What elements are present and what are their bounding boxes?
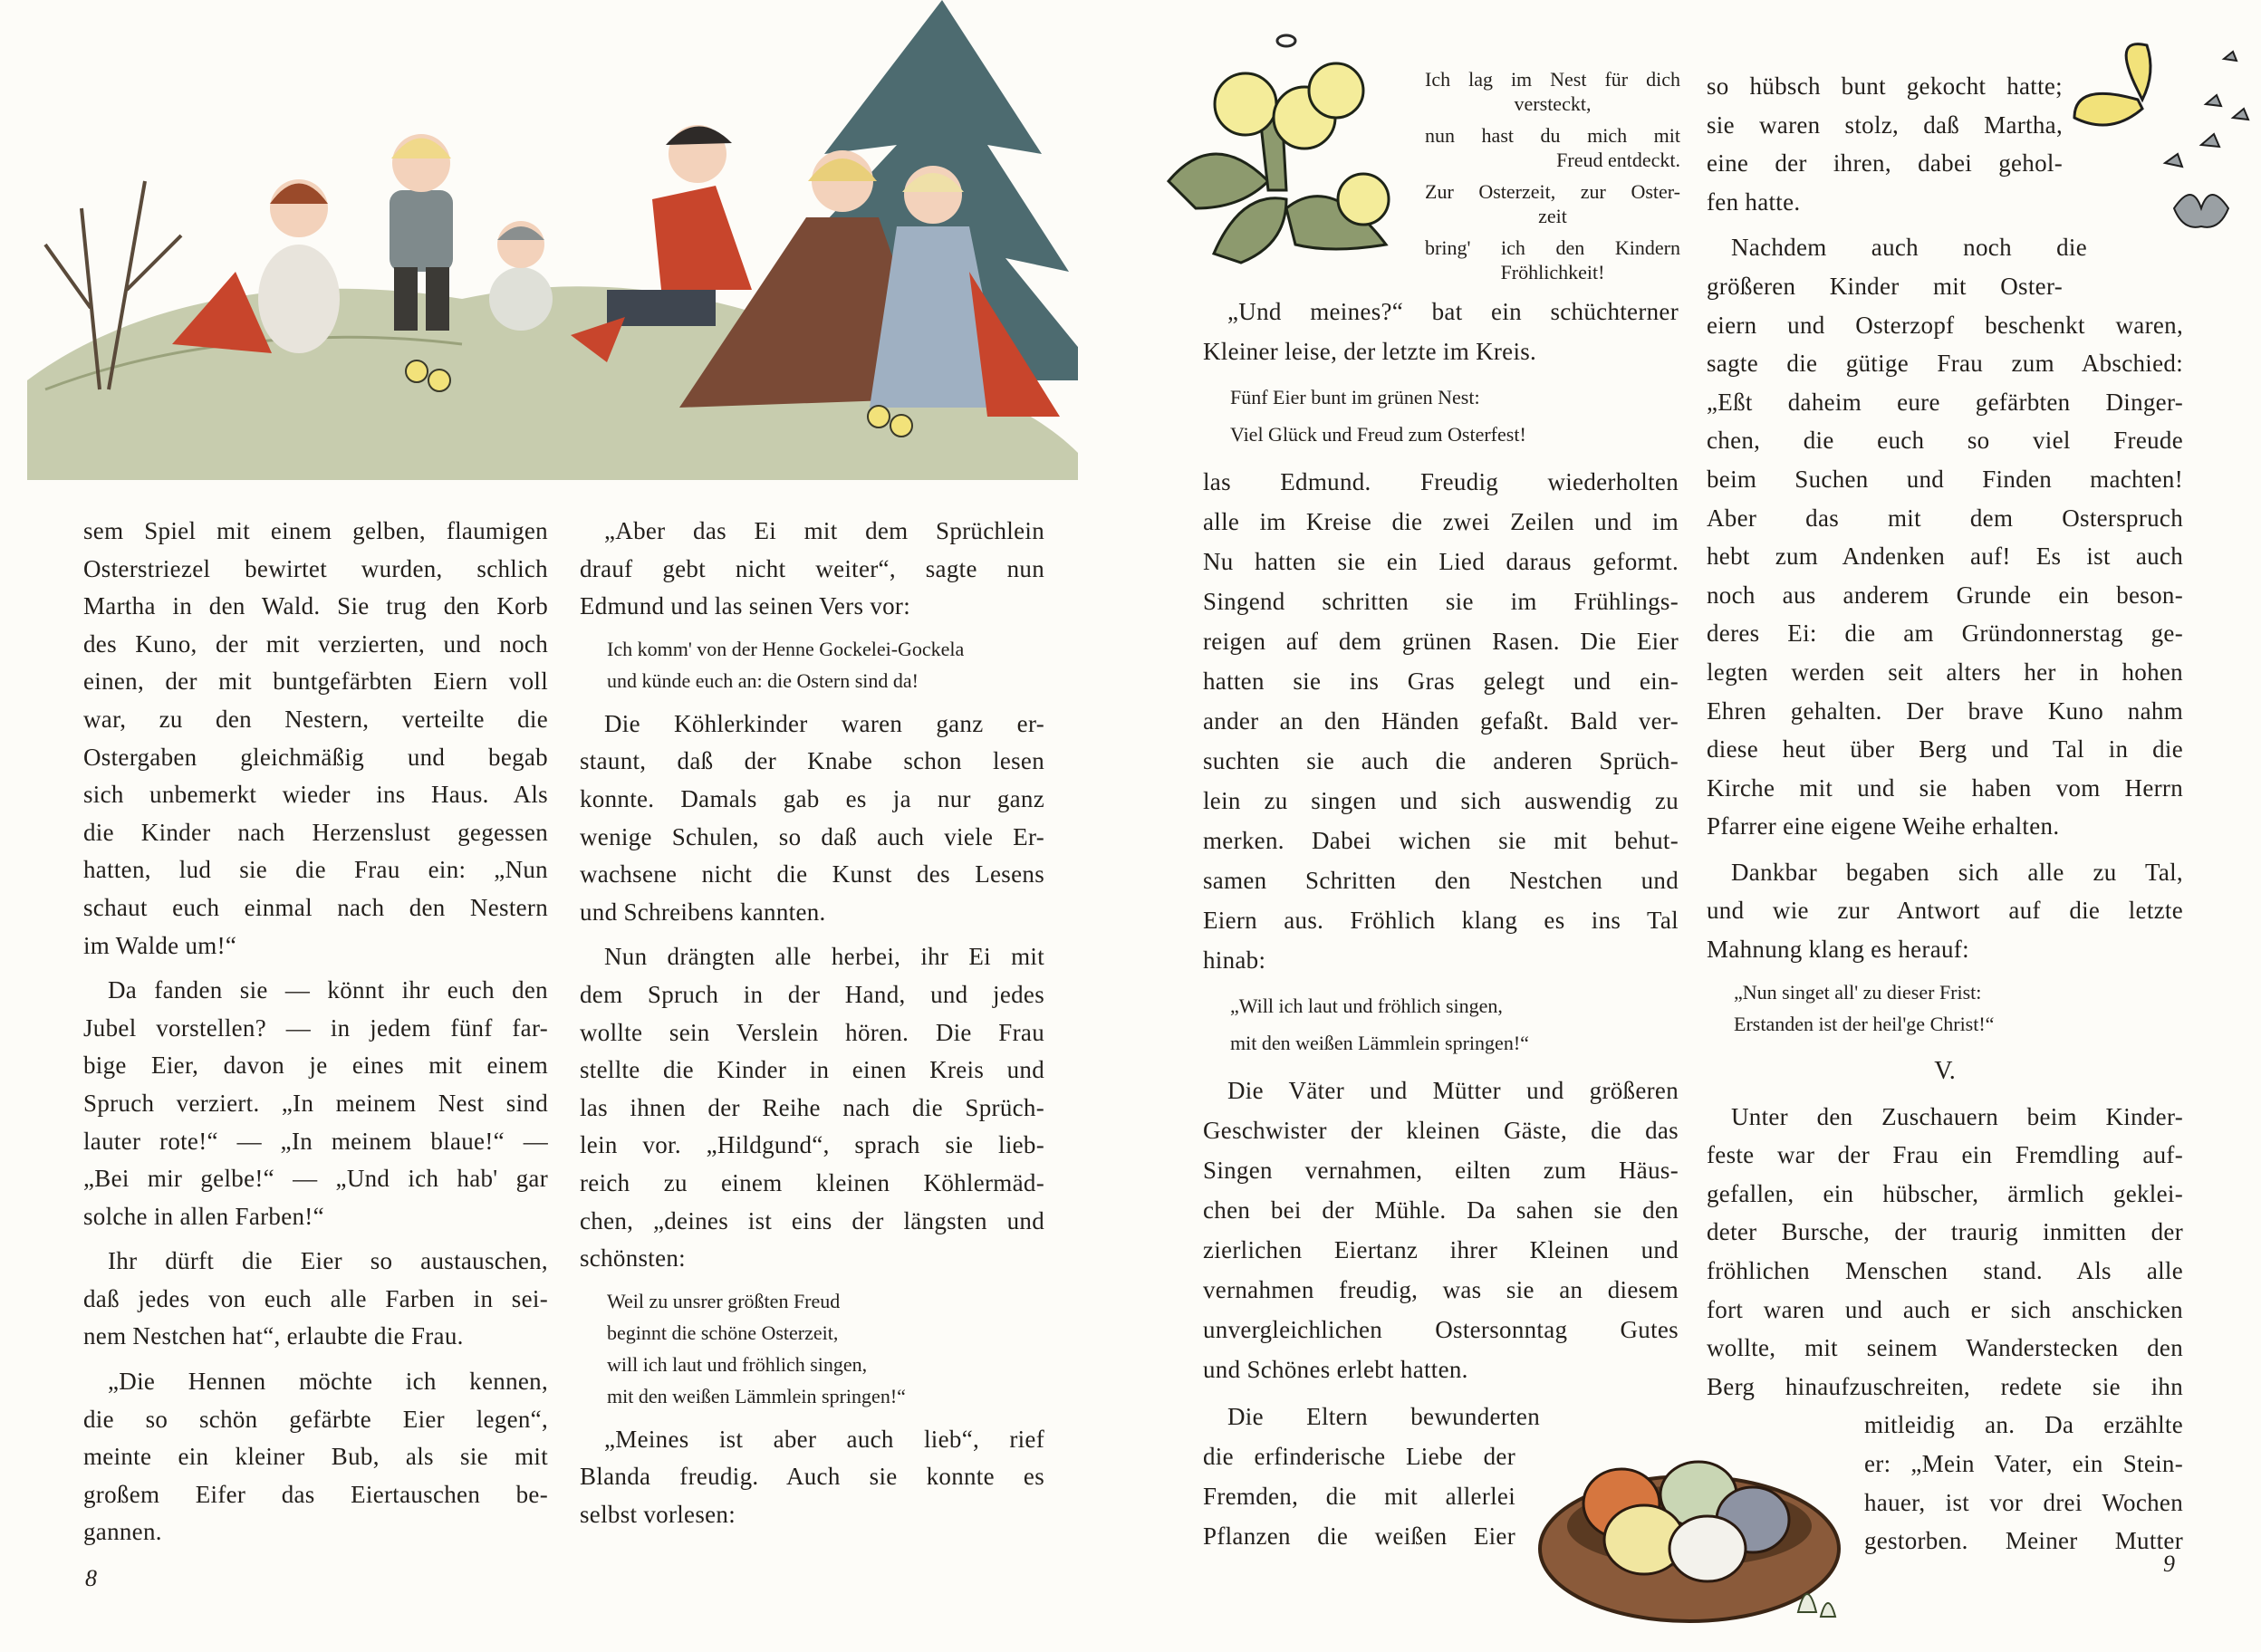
paragraph [580,938,1044,1277]
text-line: Nu hatten sie ein Lied daraus geformt. [1203,548,1679,575]
paragraph [1707,67,2183,221]
text-line: und Schönes erlebt hatten. [1203,1356,1468,1383]
text-line: merken. Dabei wichen sie mit behut- [1203,827,1679,854]
paragraph [1203,1071,1679,1389]
text-line: sagte die gütige Frau zum Abschied: [1707,350,2183,378]
poem-line: Ich lag im Nest für dich [1425,68,1680,91]
text-line: und Schreibens kannten. [580,898,826,926]
text-line: solche in allen Farben!“ [83,1202,324,1230]
text-line: lein zu singen und sich auswendig zu [1203,787,1679,814]
verse-line: „Will ich laut und fröhlich singen, [1230,994,1503,1017]
verse [1230,379,1679,453]
text-line: noch aus anderem Grunde ein beson- [1707,581,2183,609]
text-line: Eiern aus. Fröhlich klang es ins Tal [1203,907,1679,934]
text-line: „Eßt daheim eure gefärbten Dinger- [1707,388,2183,416]
text-line: Pfarrer eine eigene Weihe erhalten. [1707,812,2060,840]
text-line: schaut euch einmal nach den Nestern [83,893,548,921]
text-line: Kirche mit und sie haben vom Herrn [1707,773,2183,802]
text-line: hatten sie ins Gras gelegt und ein- [1203,668,1679,695]
text-line: lauter rote!“ — „In meinem blaue!“ — [83,1127,548,1155]
text-line: deres Ei: die am Gründonnerstag ge- [1707,620,2183,648]
text-line: gannen. [83,1518,162,1546]
text-line: reigen auf dem grünen Rasen. Die Eier [1203,628,1679,655]
text-line: Singen vernahmen, eilten zum Häus- [1203,1157,1679,1184]
verse-line: will ich laut und fröhlich singen, [607,1352,868,1376]
text-line: staunt, daß der Knabe schon lesen [580,747,1044,775]
text-column-1 [83,513,548,1559]
verse-line: mit den weißen Lämmlein springen!“ [607,1384,906,1407]
text-line: ander an den Händen gefaßt. Bald ver- [1203,707,1679,735]
text-line: diese heut über Berg und Tal in die [1707,735,2183,764]
text-line: Berg hinaufzuschreiten, redete sie ihn [1707,1372,2183,1400]
text-line: Aber das mit dem Osterspruch [1707,504,2183,532]
text-line: „Die Hennen möchte ich kennen, [108,1368,548,1396]
paragraph [83,1363,548,1551]
poem-line: bring' ich den Kindern [1425,236,1680,259]
text-line: eine der ihren, dabei gehol- [1707,149,2063,178]
text-line: bige Eier, davon je eines mit einem [83,1052,548,1080]
text-line: des Kuno, der mit verzierten, und noch [83,629,548,658]
text-line: lein vor. „Hildgund“, sprach sie lieb- [580,1131,1044,1159]
text-line: Spruch verziert. „In meinem Nest sind [83,1089,548,1117]
text-line: „Bei mir gelbe!“ — „Und ich hab' gar [83,1165,548,1193]
poem-line: versteckt, [1514,92,1592,115]
text-line: hauer, ist vor drei Wochen [1864,1488,2183,1516]
paragraph [83,513,548,965]
text-line: Die Eltern bewunderten [1227,1403,1540,1430]
text-line: Nun drängten alle herbei, ihr Ei mit [604,943,1044,971]
verse-line: Ich komm' von der Henne Gockelei-Gockela [607,637,965,660]
text-line: Ehren gehalten. Der brave Kuno nahm [1707,696,2183,725]
text-line: konnte. Damals gab es ja nur ganz [580,784,1044,812]
text-line: Nachdem auch noch die [1731,234,2087,262]
verse-line: Viel Glück und Freud zum Osterfest! [1230,423,1526,446]
text-line: Mahnung klang es herauf: [1707,936,1969,964]
verse-line: „Nun singet all' zu dieser Frist: [1734,980,1982,1004]
text-line: selbst vorlesen: [580,1500,736,1528]
text-line: Geschwister der kleinen Gäste, die das [1203,1117,1679,1144]
text-line: wenige Schulen, so daß auch viele Er- [580,822,1044,850]
text-line: Edmund und las seinen Vers vor: [580,592,911,620]
paragraph [83,1243,548,1356]
text-line: hebt zum Andenken auf! Es ist auch [1707,543,2183,571]
text-line: vernahmen freudig, was sie an diesem [1203,1276,1679,1303]
verse [607,1285,1044,1412]
text-line: Da fanden sie — könnt ihr euch den [108,976,548,1004]
poem-stanza [1425,235,1680,284]
text-line: hatten, lud sie die Frau ein: „Nun [83,856,548,884]
verse-line: Fünf Eier bunt im grünen Nest: [1230,386,1480,408]
text-line: Ostergaben gleichmäßig und begab [83,743,548,771]
poem-line: nun hast du mich mit [1425,124,1680,147]
paragraph [580,1421,1044,1534]
paragraph [580,706,1044,932]
text-line: war, zu den Nestern, verteilte die [83,705,548,733]
text-line: großem Eifer das Eiertauschen be- [83,1480,548,1508]
text-line: Dankbar begaben sich alle zu Tal, [1731,858,2183,886]
text-line: suchten sie auch die anderen Sprüch- [1203,747,1679,774]
text-line: hinab: [1203,946,1266,974]
text-line: wachsene nicht die Kunst des Lesens [580,860,1044,888]
paragraph [83,972,548,1235]
poem-stanza [1425,123,1680,172]
text-line: alle im Kreise die zwei Zeilen und im [1203,508,1679,535]
paragraph [580,513,1044,626]
child-small [489,221,553,331]
text-line: mitleidig an. Da erzählte [1864,1411,2183,1439]
paragraph [1707,228,2183,846]
text-line: Fremden, die mit allerlei [1203,1483,1515,1510]
verse-line: und künde euch an: die Ostern sind da! [607,668,919,692]
text-line: Unter den Zuschauern beim Kinder- [1731,1102,2183,1130]
text-line: stellte die Kinder in einen Kreis und [580,1056,1044,1084]
verse [607,633,1044,696]
text-line: sie waren stolz, daß Martha, [1707,110,2063,139]
text-column-4 [1707,67,2183,1568]
text-line: zierlichen Eiertanz ihrer Kleinen und [1203,1236,1679,1263]
bee-icon [1277,35,1295,46]
text-line: „Aber das Ei mit dem Sprüchlein [604,517,1044,544]
text-line: die Kinder nach Herzenslust gegessen [83,818,548,846]
paragraph [1707,1098,2183,1561]
verse [1230,987,1679,1061]
text-line: Singend schritten sie im Frühlings- [1203,588,1679,615]
text-line: daß jedes von euch alle Farben in sei- [83,1284,548,1312]
text-line: einen, der mit buntgefärbten Eiern voll [83,668,548,696]
text-line: feste war der Frau ein Fremdling auf- [1707,1141,2183,1169]
poem-line: Zur Osterzeit, zur Oster- [1425,180,1680,203]
text-line: Die Köhlerkinder waren ganz er- [604,709,1044,737]
text-line: die erfinderische Liebe der [1203,1443,1515,1470]
text-line: reich zu einem kleinen Köhlermäd- [580,1168,1044,1196]
verse [1734,976,2183,1040]
text-line: sich unbemerkt wieder ins Haus. Als [83,781,548,809]
text-line: chen, die euch so viel Freude [1707,427,2183,455]
paragraph [1203,292,1679,371]
text-line: Ihr dürft die Eier so austauschen, [108,1247,548,1275]
text-line: dem Spruch in der Hand, und jedes [580,980,1044,1008]
text-line: im Walde um!“ [83,931,237,959]
child-girl-red [172,179,340,353]
text-line: las ihnen der Reihe nach die Sprüch- [580,1093,1044,1121]
verse-line: Erstanden ist der heil'ge Christ!“ [1734,1012,1995,1035]
text-line: nem Nestchen hat“, erlaubte die Frau. [83,1322,464,1350]
text-line: Martha in den Wald. Sie trug den Korb [83,592,548,620]
text-line: Die Väter und Mütter und größeren [1227,1077,1679,1104]
text-line: deter Bursche, der traurig inmitten der [1707,1218,2183,1246]
text-column-2 [580,513,1044,1541]
text-line: er: „Mein Vater, ein Stein- [1864,1450,2183,1477]
text-line: legten werden seit alters her in hohen [1707,658,2183,686]
text-line: und wie zur Antwort auf die letzte [1707,897,2183,925]
text-line: chen, „deines ist eins der längsten und [580,1206,1044,1234]
text-line: „Und meines?“ bat ein schüchterner [1227,298,1679,325]
text-line: unvergleichlichen Ostersonntag Gutes [1203,1316,1679,1343]
text-line: Blanda freudig. Auch sie konnte es [580,1463,1044,1491]
text-line: meinte ein kleiner Bub, als sie mit [83,1443,548,1471]
text-line: drauf gebt nicht weiter“, sagte nun [580,554,1044,582]
text-line: las Edmund. Freudig wiederholten [1203,468,1679,495]
poem-stanza [1425,67,1680,116]
text-line: Pflanzen die weißen Eier [1203,1522,1515,1550]
text-line: die so schön gefärbte Eier legen“, [83,1405,548,1433]
paragraph [1203,1397,1679,1556]
verse-line: Weil zu unsrer größten Freud [607,1289,841,1312]
poem-line: zeit [1538,205,1567,227]
text-line: fort waren und auch er sich anschicken [1707,1295,2183,1323]
poem [1425,67,1680,284]
text-line: gefallen, ein hübscher, ärmlich geklei- [1707,1179,2183,1207]
text-line: beim Suchen und Finden machten! [1707,465,2183,493]
text-line: Kleiner leise, der letzte im Kreis. [1203,338,1537,365]
text-line: eiern und Osterzopf beschenkt waren, [1707,311,2183,339]
text-line: fröhlichen Menschen stand. Als alle [1707,1257,2183,1285]
page-number-right: 9 [2163,1551,2175,1577]
text-line: wollte, mit seinem Wanderstecken den [1707,1334,2183,1362]
text-line: Jubel vorstellen? — in jedem fünf far- [83,1013,548,1042]
text-line: fen hatte. [1707,187,1801,216]
paragraph [1203,462,1679,980]
text-column-3 [1203,67,1679,1563]
children-forest-illustration [27,0,1078,480]
text-line: wollte sein Verslein hören. Die Frau [580,1018,1044,1046]
text-line: sem Spiel mit einem gelben, flaumigen [83,517,548,544]
text-line: samen Schritten den Nestchen und [1203,867,1679,894]
paragraph [1707,853,2183,969]
text-line: chen bei der Mühle. Da sahen sie den [1203,1196,1679,1224]
text-line: Osterstriezel bewirtet wurden, schlich [83,554,548,582]
verse-line: mit den weißen Lämmlein springen!“ [1230,1032,1529,1054]
text-line: größeren Kinder mit Oster- [1707,272,2063,300]
poem-line: Freud entdeckt. [1556,149,1680,171]
text-line: gestorben. Meiner Mutter [1864,1527,2183,1555]
verse-line: beginnt die schöne Osterzeit, [607,1321,839,1344]
poem-line: Fröhlichkeit! [1500,261,1605,283]
text-line: schönsten: [580,1244,686,1273]
text-line: „Meines ist aber auch lieb“, rief [604,1425,1044,1453]
text-line: so hübsch bunt gekocht hatte; [1707,72,2063,100]
page-number-left: 8 [85,1565,97,1591]
chapter-heading: V. [1934,1056,1956,1085]
poem-stanza [1425,179,1680,228]
